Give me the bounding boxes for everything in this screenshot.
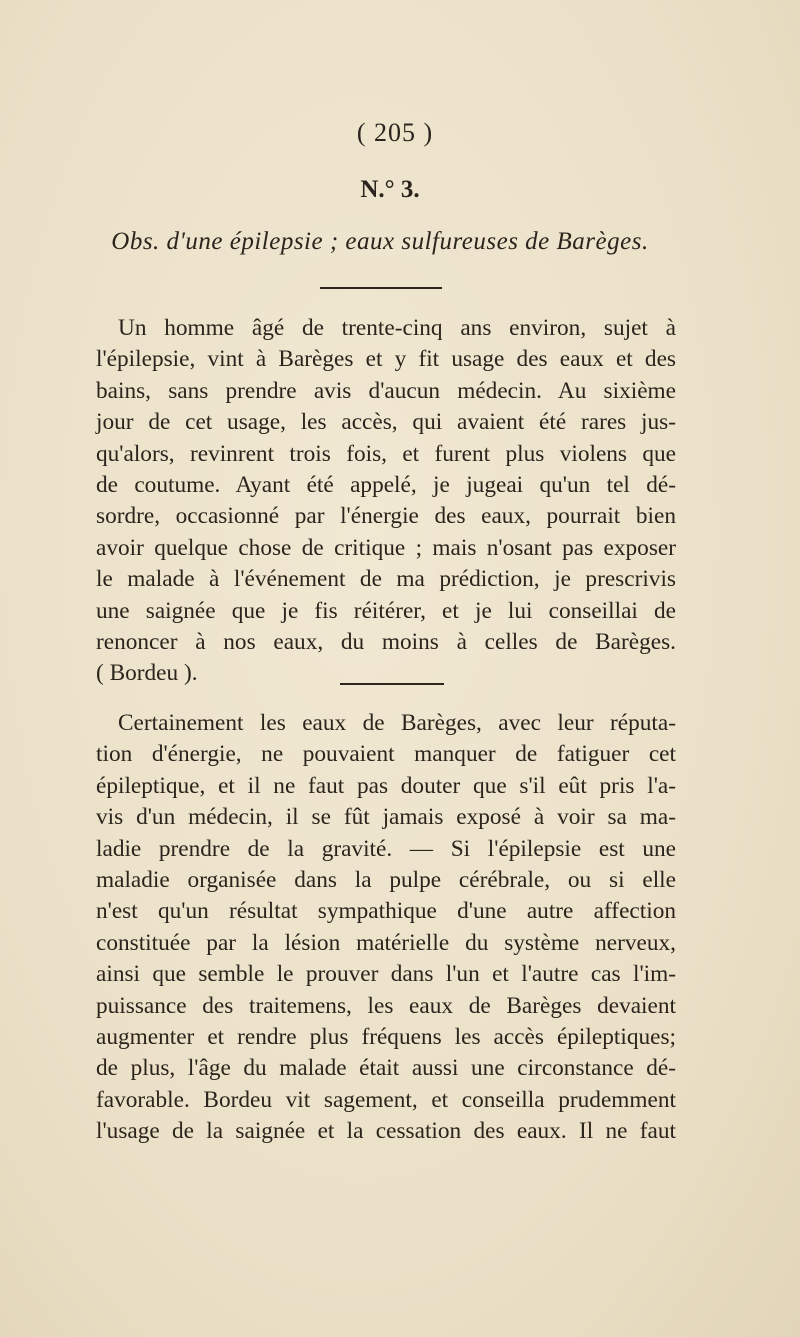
text-line: de plus, l'âge du malade était aussi une circonstance dé-: [96, 1055, 676, 1082]
text-line: ladie prendre de la gravité. — Si l'épilepsie est une: [96, 835, 676, 862]
text-line: de coutume. Ayant été appelé, je jugeai qu'un tel dé-: [96, 472, 676, 499]
text-line: qu'alors, revinrent trois fois, et furent plus violens que: [96, 440, 676, 467]
section-title: Obs. d'une épilepsie ; eaux sulfureuses de Barèges.: [111, 228, 649, 255]
page-number: ( 205 ): [356, 118, 434, 147]
divider-rule: [340, 683, 444, 685]
text-line: n'est qu'un résultat sympathique d'une autre affection: [96, 898, 676, 925]
paragraph-2: [96, 708, 676, 1148]
text-line: puissance des traitemens, les eaux de Barèges devaient: [96, 992, 676, 1019]
text-line: Certainement les eaux de Barèges, avec leur réputa-: [118, 710, 676, 736]
text-line: l'épilepsie, vint à Barèges et y fit usage des eaux et des: [96, 346, 676, 373]
text-line: le malade à l'événement de ma prédiction, je prescrivis: [96, 566, 676, 593]
text-line: l'usage de la saignée et la cessation des eaux. Il ne faut: [96, 1118, 676, 1145]
text-line: tion d'énergie, ne pouvaient manquer de fatiguer cet: [96, 741, 676, 768]
text-line: une saignée que je fis réitérer, et je lui conseillai de: [96, 597, 676, 624]
text-line: maladie organisée dans la pulpe cérébrale, ou si elle: [96, 867, 676, 894]
paragraph-1: [96, 313, 676, 690]
text-line: vis d'un médecin, il se fût jamais exposé à voir sa ma-: [96, 804, 676, 831]
text-line: ( Bordeu ).: [96, 660, 198, 687]
text-line: épileptique, et il ne faut pas douter que s'il eût pris l'a-: [96, 772, 676, 799]
text-line: favorable. Bordeu vit sagement, et conseilla prudemment: [96, 1086, 676, 1113]
text-line: renoncer à nos eaux, du moins à celles de Barèges.: [96, 629, 676, 656]
text-line: bains, sans prendre avis d'aucun médecin. Au sixième: [96, 377, 676, 404]
observation-number: N.° 3.: [360, 176, 420, 203]
text-line: jour de cet usage, les accès, qui avaient été rares jus-: [96, 409, 676, 436]
divider-rule: [320, 287, 442, 289]
text-line: constituée par la lésion matérielle du système nerveux,: [96, 929, 676, 956]
text-line: ainsi que semble le prouver dans l'un et l'autre cas l'im-: [96, 961, 676, 988]
text-line: sordre, occasionné par l'énergie des eaux, pourrait bien: [96, 503, 676, 530]
text-line: augmenter et rendre plus fréquens les accès épileptiques;: [96, 1024, 676, 1051]
text-line: Un homme âgé de trente-cinq ans environ, sujet à: [118, 315, 676, 341]
text-line: avoir quelque chose de critique ; mais n'osant pas exposer: [96, 534, 676, 561]
